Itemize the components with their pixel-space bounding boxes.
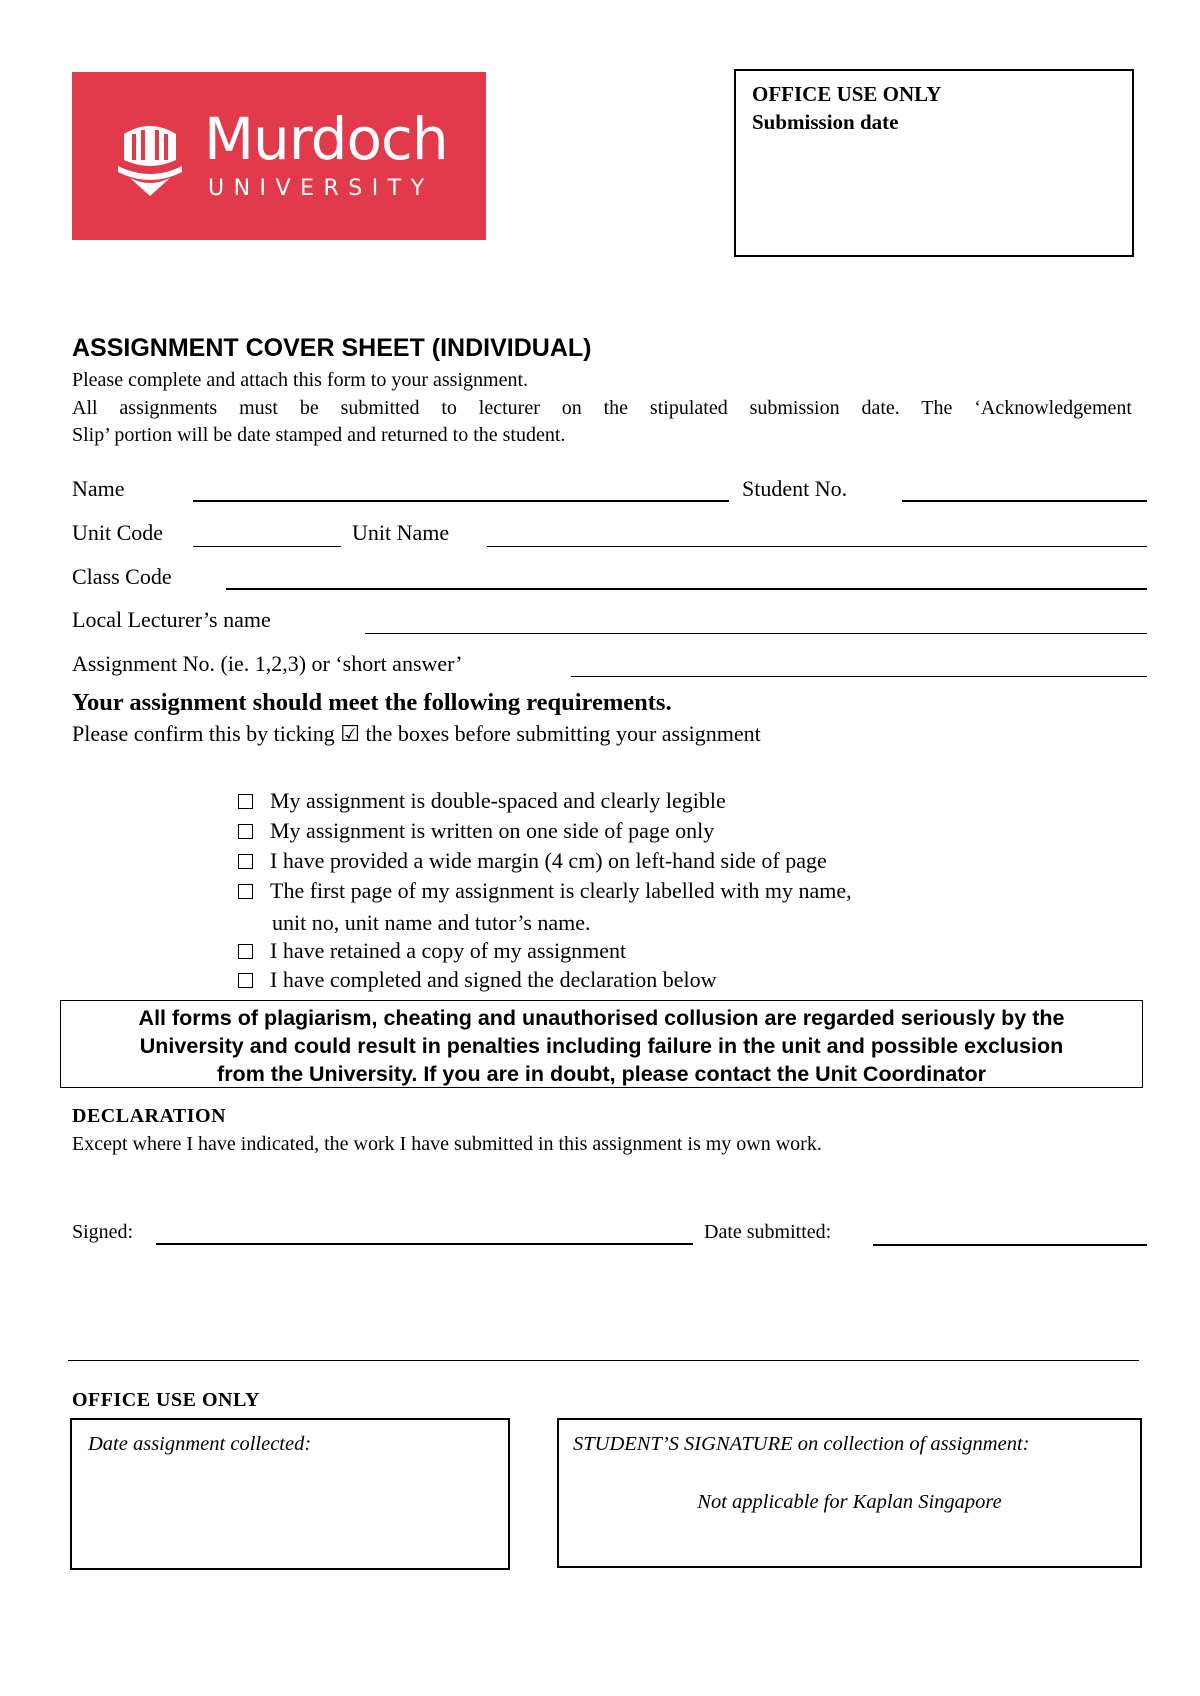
- requirement-text: The first page of my assignment is clearly labelled with my name,: [270, 878, 852, 903]
- requirement-item[interactable]: [238, 790, 726, 812]
- checkbox[interactable]: [238, 794, 253, 809]
- unit-name-input-line[interactable]: [487, 546, 1147, 547]
- requirements-instruction: Please confirm this by ticking ☑ the boxes before submitting your assignment: [72, 721, 761, 746]
- checkbox[interactable]: [238, 973, 253, 988]
- warning-line-3: from the University. If you are in doubt, please contact the Unit Coordinator: [217, 1062, 986, 1086]
- unit-code-input-line[interactable]: [193, 546, 341, 547]
- office-use-submission-box: [734, 69, 1134, 257]
- lecturer-label: Local Lecturer’s name: [72, 607, 271, 632]
- date-collected-box[interactable]: [70, 1418, 510, 1570]
- requirement-item[interactable]: [238, 940, 626, 962]
- requirement-text-continued: unit no, unit name and tutor’s name.: [272, 910, 591, 935]
- student-signature-label: STUDENT’S SIGNATURE on collection of assignment:: [573, 1433, 1030, 1455]
- intro-line-1: Please complete and attach this form to your assignment.: [72, 369, 528, 391]
- requirement-text: I have provided a wide margin (4 cm) on left-hand side of page: [270, 848, 827, 873]
- requirement-item[interactable]: [238, 969, 717, 991]
- requirement-item[interactable]: [238, 820, 714, 842]
- university-crest-icon: [116, 116, 184, 196]
- declaration-heading: DECLARATION: [72, 1105, 227, 1127]
- assignment-no-label: Assignment No. (ie. 1,2,3) or ‘short answer’: [72, 651, 463, 676]
- date-submitted-label: Date submitted:: [704, 1221, 832, 1243]
- office-use-heading: OFFICE USE ONLY: [72, 1389, 260, 1411]
- unit-code-label: Unit Code: [72, 520, 164, 545]
- warning-line-2: University and could result in penalties including failure in the unit and possible exclusion: [139, 1034, 1064, 1058]
- intro-line-3: Slip’ portion will be date stamped and returned to the student.: [72, 424, 566, 446]
- divider-line: [68, 1360, 1139, 1361]
- class-code-input-line[interactable]: [226, 588, 1147, 590]
- unit-name-label: Unit Name: [352, 520, 450, 545]
- murdoch-logo: [72, 72, 486, 240]
- signature-input-line[interactable]: [156, 1243, 693, 1245]
- student-signature-box[interactable]: [557, 1418, 1142, 1568]
- name-input-line[interactable]: [193, 500, 729, 502]
- logo-subtitle: UNIVERSITY: [208, 176, 434, 201]
- checkbox[interactable]: [238, 944, 253, 959]
- requirement-text: My assignment is double-spaced and clearly legible: [270, 788, 726, 813]
- submission-date-label: Submission date: [752, 110, 899, 134]
- requirement-text: My assignment is written on one side of page only: [270, 818, 715, 843]
- not-applicable-note: Not applicable for Kaplan Singapore: [697, 1491, 1002, 1513]
- requirement-item[interactable]: [238, 880, 852, 902]
- intro-line-2: All assignments must be submitted to lecturer on the stipulated submission date. The ‘Acknowledgement: [72, 397, 1132, 419]
- date-collected-label: Date assignment collected:: [88, 1433, 312, 1455]
- student-no-input-line[interactable]: [902, 500, 1147, 502]
- class-code-label: Class Code: [72, 564, 172, 589]
- declaration-text: Except where I have indicated, the work I have submitted in this assignment is my own work.: [72, 1133, 822, 1155]
- requirement-text: I have retained a copy of my assignment: [270, 938, 627, 963]
- logo-wordmark: Murdoch: [204, 105, 448, 173]
- date-submitted-input-line[interactable]: [873, 1244, 1147, 1246]
- page-title: ASSIGNMENT COVER SHEET (INDIVIDUAL): [72, 334, 592, 362]
- checkbox[interactable]: [238, 824, 253, 839]
- name-label: Name: [72, 476, 125, 501]
- requirement-text: I have completed and signed the declaration below: [270, 967, 717, 992]
- warning-line-1: All forms of plagiarism, cheating and unauthorised collusion are regarded seriously by the: [138, 1006, 1065, 1030]
- signed-label: Signed:: [72, 1221, 134, 1243]
- requirement-item[interactable]: [238, 850, 827, 872]
- lecturer-input-line[interactable]: [365, 633, 1147, 634]
- plagiarism-warning-box: [60, 1000, 1143, 1088]
- checkbox[interactable]: [238, 854, 253, 869]
- requirements-heading: Your assignment should meet the following requirements.: [72, 689, 672, 716]
- office-use-label: OFFICE USE ONLY: [752, 82, 942, 106]
- assignment-no-input-line[interactable]: [571, 676, 1147, 677]
- student-no-label: Student No.: [742, 476, 848, 501]
- checkbox[interactable]: [238, 884, 253, 899]
